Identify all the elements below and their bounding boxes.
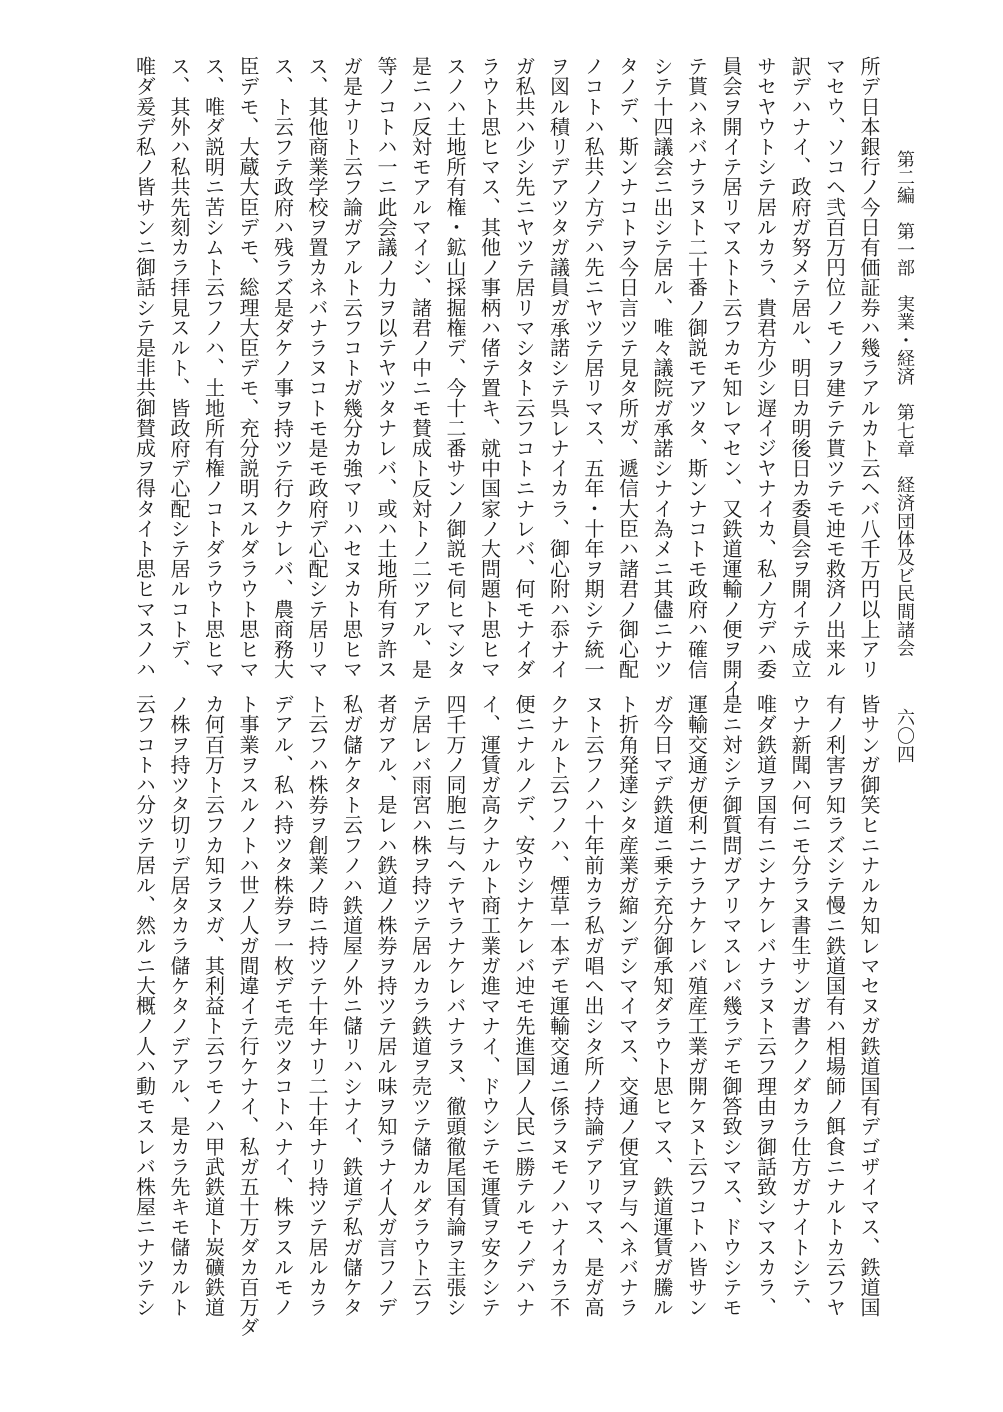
text-line: 是ニ対シテ御質問ガアリマスレバ幾ラデモ御答致シマス、ドウシテモ	[719, 694, 743, 1318]
text-line: デアル、私ハ持ツタ株券ヲ一枚デモ売ツタコトハナイ、株ヲスルモノ	[270, 694, 295, 1318]
text-line: ラウト思ヒマス、其他ノ事柄ハ偖テ置キ、就中国家ノ大問題ト思ヒマ	[477, 56, 502, 680]
text-line: シテ十四議会ニ出シテ居ル、唯々議院ガ承諾シナイ為メニ其儘ニナツ	[650, 56, 674, 680]
text-line: ガ今日マデ鉄道ニ乗テ充分御承知ダラウト思ヒマス、鉄道運賃ガ騰ル	[650, 694, 674, 1318]
text-line: 云フコトハ分ツテ居ル、然ルニ大概ノ人ハ動モスレバ株屋ニナツテシ	[132, 694, 157, 1318]
text-line: クナルト云フノハ、煙草一本デモ運輸交通ニ係ラヌモノハナイカラ不	[546, 694, 571, 1318]
text-line: 員会ヲ開イテ居リマストト云フカモ知レマセン、又鉄道運輸ノ便ヲ開イ	[719, 56, 743, 700]
text-line: 運輸交通ガ便利ニナラナケレバ殖産工業ガ開ケヌト云フコトハ皆サン	[684, 694, 709, 1318]
text-line: ガ是ナリト云フ論ガアルト云フコトガ幾分カ強マリハセヌカト思ヒマ	[339, 56, 364, 680]
text-line: 臣デモ、大蔵大臣デモ、総理大臣デモ、充分説明スルダラウト思ヒマ	[236, 56, 260, 680]
text-line: ト折角発達シタ産業ガ縮ンデシマイマス、交通ノ便宜ヲ与ヘネバナラ	[615, 694, 640, 1318]
text-line: 所デ日本銀行ノ今日有価証券ハ幾ラアルカト云ヘバ八千万円以上アリ	[857, 56, 881, 680]
text-line: スノハ土地所有権・鉱山採掘権デ、今十二番サンノ御説モ伺ヒマシタ	[443, 56, 467, 680]
text-line: ガ私共ハ少シ先ニヤツテ居リマシタト云フコトニナレバ、何モナイダ	[512, 56, 536, 680]
text-line: テ居レバ雨宮ハ株ヲ持ツテ居ルカラ鉄道ヲ売ツテ儲カルダラウト云フ	[408, 694, 433, 1318]
text-line: ノコトハ私共ノ方デハ先ニヤツテ居リマス、五年・十年ヲ期シテ統一	[581, 56, 605, 680]
text-line: マセウ、ソコヘ弐百万円位ノモノヲ建テテ貰ツテモ迚モ救済ノ出来ル	[822, 56, 847, 680]
text-line: 是ニハ反対モアルマイシ、諸君ノ中ニモ賛成ト反対トノ二ツアル、是	[408, 56, 433, 680]
text-line: 便ニナルノデ、安ウシナケレバ迚モ先進国ノ人民ニ勝テルモノデハナ	[512, 694, 536, 1318]
text-line: ス、ト云フテ政府ハ残ラズ是ダケノ事ヲ持ツテ行クナレバ、農商務大	[270, 56, 295, 680]
text-line: ウナ新聞ハ何ニモ分ラヌ書生サンガ書クノダカラ仕方ガナイトシテ、	[788, 694, 812, 1318]
text-line: 訳デハナイ、政府ガ努メテ居ル、明日カ明後日カ委員会ヲ開イテ成立	[788, 56, 812, 680]
text-line: ス、其他商業学校ヲ置カネバナラヌコトモ是モ政府デ心配シテ居リマ	[305, 56, 329, 680]
text-line: 唯ダ爰デ私ノ皆サンニ御話シテ是非共御賛成ヲ得タイト思ヒマスノハ	[132, 56, 157, 680]
lower-text-block	[127, 694, 886, 1337]
text-line: ト事業ヲスルノトハ世ノ人ガ間違イテ行ケナイ、私ガ五十万ダカ百万ダ	[236, 694, 260, 1338]
page-number: 六〇四	[894, 708, 915, 764]
text-line: カ何百万ト云フカ知ラヌガ、其利益ト云フモノハ甲武鉄道ト炭礦鉄道	[201, 694, 226, 1318]
text-line: 四千万ノ同胞ニ与ヘテヤラナケレバナラヌ、徹頭徹尾国有論ヲ主張シ	[443, 694, 467, 1318]
text-line: 皆サンガ御笑ヒニナルカ知レマセヌガ鉄道国有デゴザイマス、鉄道国	[857, 694, 881, 1318]
text-line: ノ株ヲ持ツタ切リデ居タカラ儲ケタノデアル、是カラ先キモ儲カルト	[167, 694, 191, 1318]
upper-text-block	[127, 56, 886, 699]
text-line: イ、運賃ガ高クナルト商工業ガ進マナイ、ドウシテモ運賃ヲ安クシテ	[477, 694, 502, 1318]
text-line: ト云フハ株券ヲ創業ノ時ニ持ツテ十年ナリ二十年ナリ持ツテ居ルカラ	[305, 694, 329, 1318]
text-line: ス、唯ダ説明ニ苦シムト云フノハ、土地所有権ノコトダラウト思ヒマ	[201, 56, 226, 680]
running-header: 第二編 第一部 実業・経済 第七章 経済団体及ビ民間諸会	[894, 150, 915, 657]
text-line: 者ガアル、是レハ鉄道ノ株券ヲ持ツテ居ル味ヲ知ラナイ人ガ言フノデ	[374, 694, 398, 1318]
text-line: タノデ、斯ンナコトヲ今日言ツテ見タ所ガ、遞信大臣ハ諸君ノ御心配	[615, 56, 640, 680]
text-line: 有ノ利害ヲ知ラズシテ慢ニ鉄道国有ハ相場師ノ餌食ニナルトカ云フヤ	[822, 694, 847, 1318]
text-line: 唯ダ鉄道ヲ国有ニシナケレバナラヌト云フ理由ヲ御話致シマスカラ、	[753, 694, 778, 1318]
text-line: テ貰ハネバナラヌト二十番ノ御説モアツタ、斯ンナコトモ政府ハ確信	[684, 56, 709, 680]
text-line: ヲ図ル積リデアツタガ議員ガ承諾シテ呉レナイカラ、御心附ハ忝ナイ	[546, 56, 571, 680]
text-line: 等ノコトハ一ニ此会議ノ力ヲ以テヤツタナレバ、或ハ土地所有ヲ許ス	[374, 56, 398, 680]
text-line: 私ガ儲ケタト云フノハ鉄道屋ノ外ニ儲リハシナイ、鉄道デ私ガ儲ケタ	[339, 694, 364, 1318]
text-line: ヌト云フノハ十年前カラ私ガ唱ヘ出シタ所ノ持論デアリマス、是ガ高	[581, 694, 605, 1318]
text-line: ス、其外ハ私共先刻カラ拝見スルト、皆政府デ心配シテ居ルコトデ、	[167, 56, 191, 680]
text-line: サセヤウトシテ居ルカラ、貴君方少シ遅イジヤナイカ、私ノ方デハ委	[753, 56, 778, 680]
